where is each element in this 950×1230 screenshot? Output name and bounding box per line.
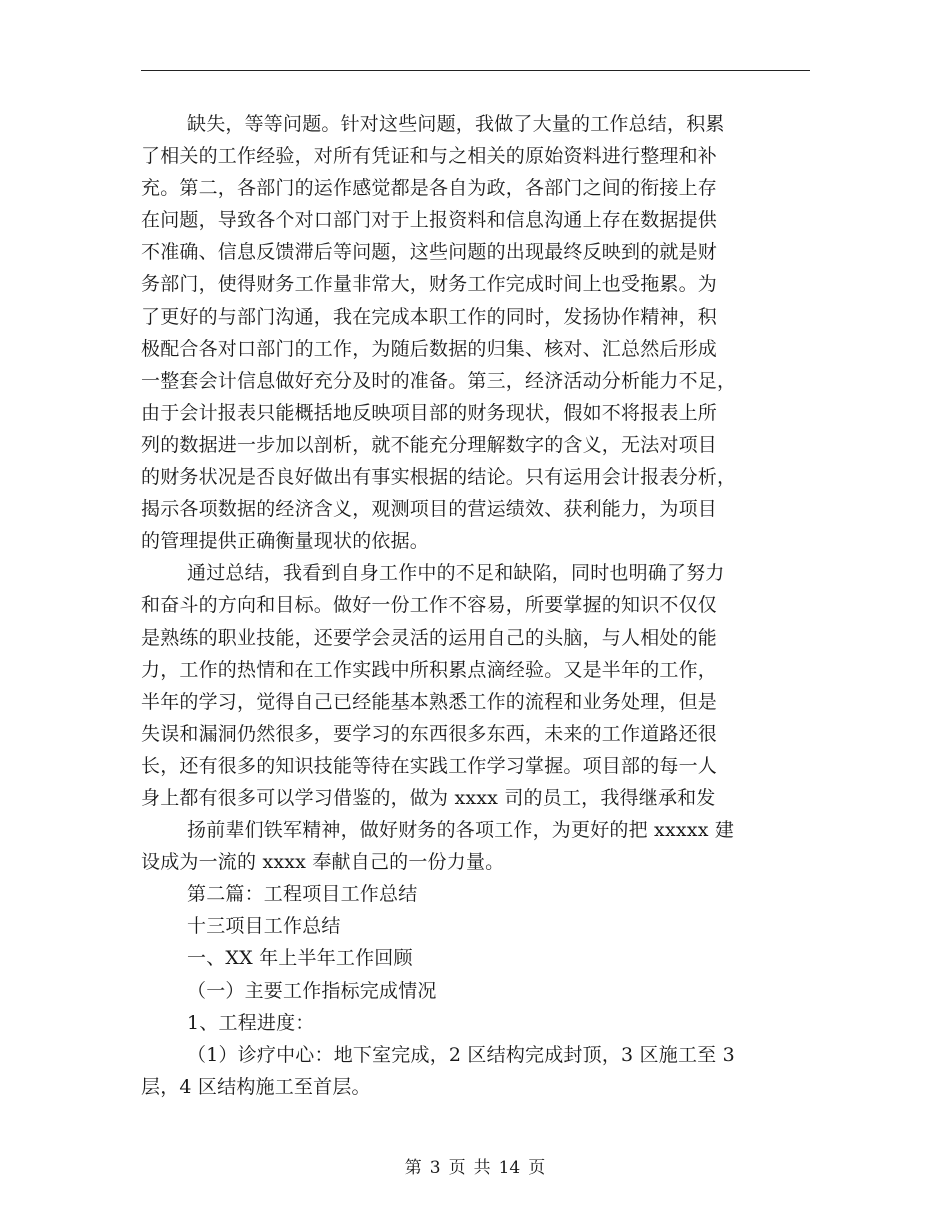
text-line: 力，工作的热情和在工作实践中所积累点滴经验。又是半年的工作， — [141, 658, 718, 681]
text-line: 极配合各对口部门的工作，为随后数据的归集、核对、汇总然后形成 — [141, 337, 718, 360]
text-line: 了相关的工作经验，对所有凭证和与之相关的原始资料进行整理和补 — [141, 145, 718, 168]
text-line: 揭示各项数据的经济含义，观测项目的营运绩效、获利能力，为项目 — [141, 498, 718, 521]
text-line: 充。第二，各部门的运作感觉都是各自为政，各部门之间的衔接上存 — [141, 177, 718, 200]
text-line: 不准确、信息反馈滞后等问题，这些问题的出现最终反映到的就是财 — [141, 241, 718, 264]
text-line: （一）主要工作指标完成情况 — [187, 979, 437, 1002]
text-line: 和奋斗的方向和目标。做好一份工作不容易，所要掌握的知识不仅仅 — [141, 594, 718, 617]
footer-total-pages: 14 — [498, 1158, 521, 1178]
text-line: 由于会计报表只能概括地反映项目部的财务现状，假如不将报表上所 — [141, 401, 718, 424]
text-line: 列的数据进一步加以剖析，就不能充分理解数字的含义，无法对项目 — [141, 433, 718, 456]
footer-prefix: 第 — [404, 1158, 422, 1178]
text-line: 设成为一流的 xxxx 奉献自己的一份力量。 — [141, 851, 505, 874]
text-line: （1）诊疗中心：地下室完成，2 区结构完成封顶，3 区施工至 3 — [187, 1043, 735, 1066]
text-line: 层，4 区结构施工至首层。 — [141, 1075, 371, 1098]
text-line: 失误和漏洞仍然很多，要学习的东西很多东西，未来的工作道路还很 — [141, 722, 718, 745]
text-line: 十三项目工作总结 — [187, 915, 341, 938]
header-rule — [141, 70, 810, 71]
footer-current-page: 3 — [429, 1158, 441, 1178]
text-line: 长，还有很多的知识技能等待在实践工作学习掌握。项目部的每一人 — [141, 754, 718, 777]
text-line: 第二篇：工程项目工作总结 — [187, 883, 418, 906]
text-line: 在问题，导致各个对口部门对于上报资料和信息沟通上存在数据提供 — [141, 209, 718, 232]
text-line: 1、工程进度： — [187, 1011, 315, 1034]
text-line: 的财务状况是否良好做出有事实根据的结论。只有运用会计报表分析， — [141, 466, 737, 489]
text-line: 的管理提供正确衡量现状的依据。 — [141, 530, 430, 553]
text-line: 身上都有很多可以学习借鉴的，做为 xxxx 司的员工，我得继承和发 — [141, 786, 716, 809]
text-line: 扬前辈们铁军精神，做好财务的各项工作，为更好的把 xxxxx 建 — [187, 819, 735, 842]
text-line: 是熟练的职业技能，还要学会灵活的运用自己的头脑，与人相处的能 — [141, 626, 718, 649]
page-footer — [0, 1153, 950, 1178]
text-line: 通过总结，我看到自身工作中的不足和缺陷，同时也明确了努力 — [187, 562, 725, 585]
text-line: 务部门，使得财务工作量非常大，财务工作完成时间上也受拖累。为 — [141, 273, 718, 296]
text-line: 一整套会计信息做好充分及时的准备。第三，经济活动分析能力不足， — [141, 369, 737, 392]
text-line: 缺失，等等问题。针对这些问题，我做了大量的工作总结，积累 — [187, 113, 725, 135]
footer-total-word: 共 — [473, 1158, 491, 1178]
document-body — [141, 108, 810, 1103]
footer-suffix: 页 — [528, 1158, 546, 1178]
text-line: 一、XX 年上半年工作回顾 — [187, 947, 413, 970]
text-line: 了更好的与部门沟通，我在完成本职工作的同时，发扬协作精神，积 — [141, 305, 718, 328]
footer-page-word: 页 — [448, 1158, 466, 1178]
text-line: 半年的学习，觉得自己已经能基本熟悉工作的流程和业务处理，但是 — [141, 690, 718, 713]
